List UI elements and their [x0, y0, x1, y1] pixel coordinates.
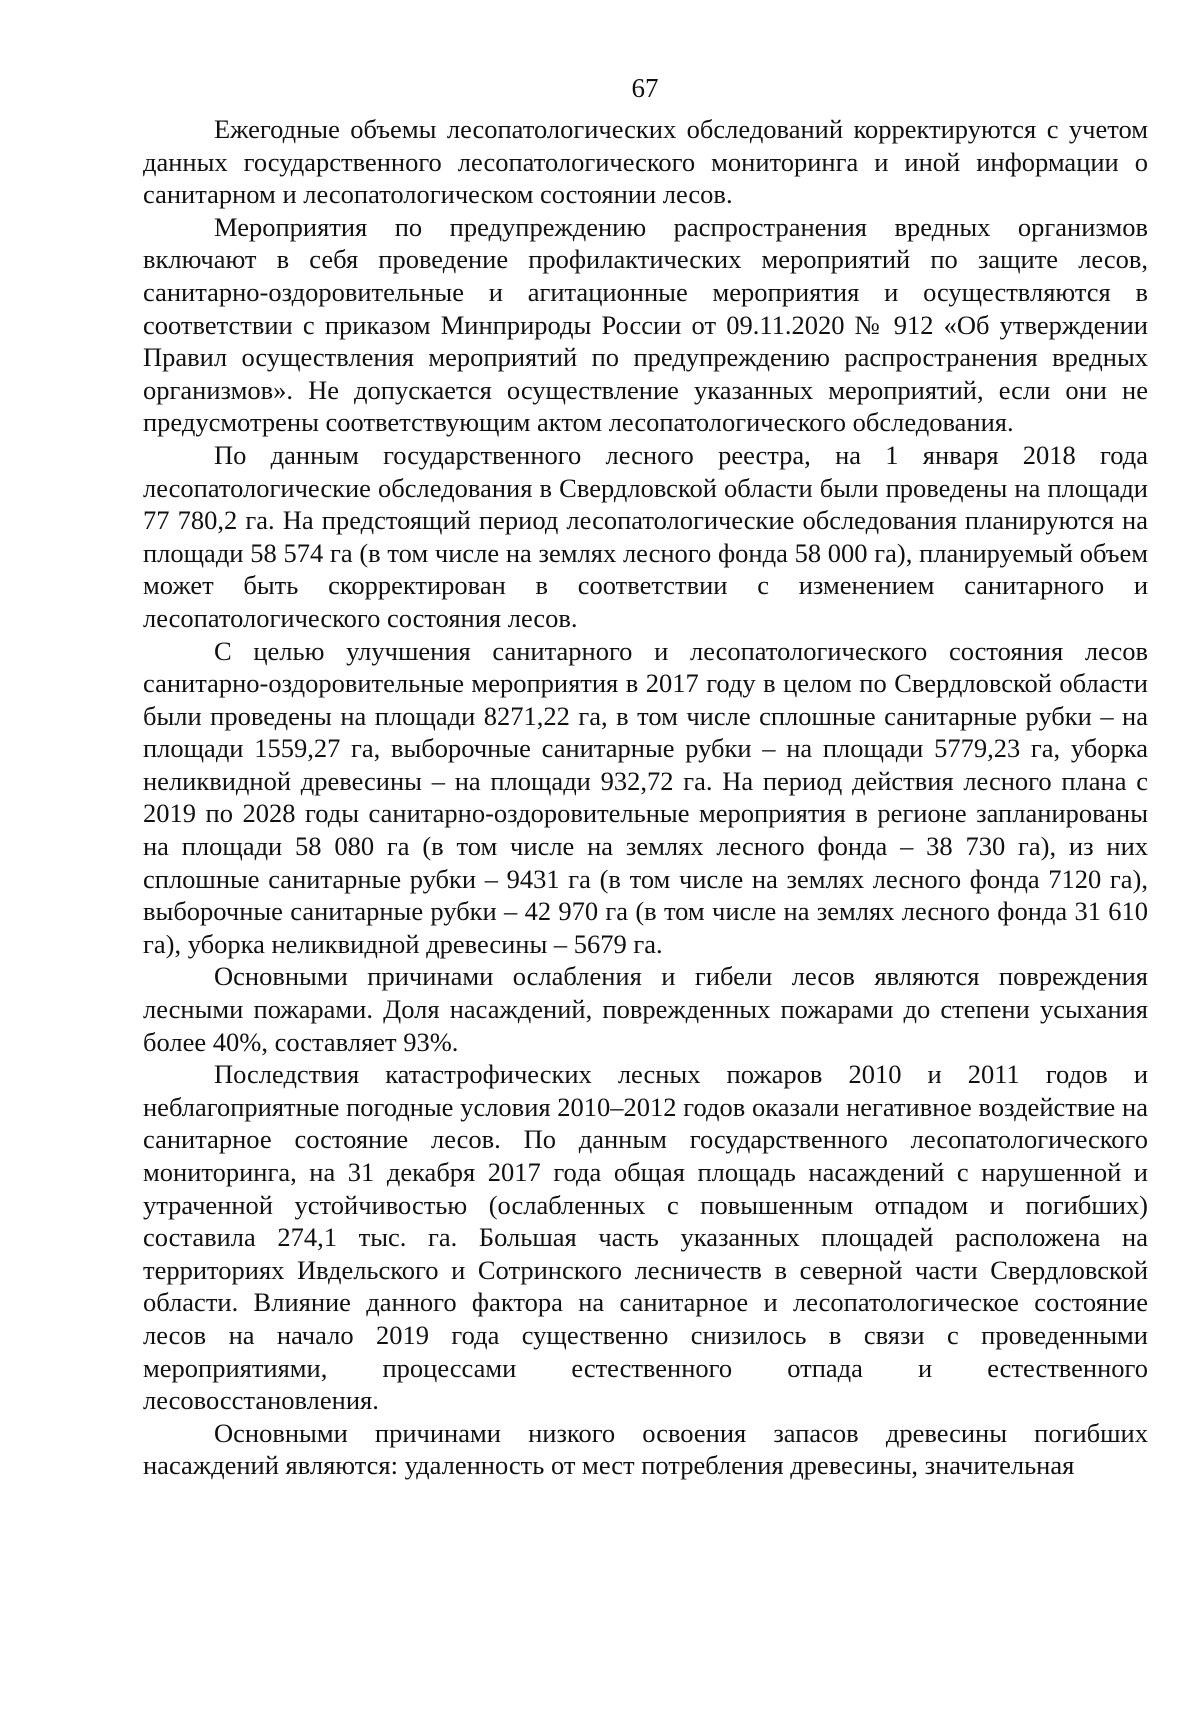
paragraph-low-utilization: Основными причинами низкого освоения запасов древесины погибших насаждений являются: удаленность от мест потребления древесины, значительная [143, 1417, 1148, 1481]
paragraph-sanitary-measures: С целью улучшения санитарного и лесопатологического состояния лесов санитарно-оздоровительные мероприятия в 2017 году в целом по Свердловской области были проведены на площади 8271,22 га, в том числе сплошные санитарные рубки – на площади 1559,27 га, выборочные санитарные рубки – на площади 5779,23 га, уборка неликвидной древесины – на площади 932,72 га. На период действия лесного плана с 2019 по 2028 годы санитарно-оздоровительные мероприятия в регионе запланированы на площади 58 080 га (в том числе на землях лесного фонда – 38 730 га), из них сплошные санитарные рубки – 9431 га (в том числе на землях лесного фонда 7120 га), выборочные санитарные рубки – 42 970 га (в том числе на землях лесного фонда 31 610 га), уборка неликвидной древесины – 5679 га. [143, 635, 1148, 959]
paragraph-forest-registry: По данным государственного лесного реестра, на 1 января 2018 года лесопатологические обследования в Свердловской области были проведены на площади 77 780,2 га. На предстоящий период лесопатологические обследования планируются на площади 58 574 га (в том числе на землях лесного фонда 58 000 га), планируемый объем может быть скорректирован в соответствии с изменением санитарного и лесопатологического состояния лесов. [143, 439, 1148, 633]
page-number: 67 [631, 73, 659, 103]
paragraph-survey-volumes: Ежегодные объемы лесопатологических обследований корректируются с учетом данных государственного лесопатологического мониторинга и иной информации о санитарном и лесопатологическом состоянии лесов. [143, 114, 1148, 210]
document-body [143, 113, 1148, 1482]
paragraph-pest-prevention: Мероприятия по предупреждению распространения вредных организмов включают в себя проведение профилактических мероприятий по защите лесов, санитарно-оздоровительные и агитационные мероприятия и осуществляются в соответствии с приказом Минприроды России от 09.11.2020 № 912 «Об утверждении Правил осуществления мероприятий по предупреждению распространения вредных организмов». Не допускается осуществление указанных мероприятий, если они не предусмотрены соответствующим актом лесопатологического обследования. [143, 211, 1148, 438]
paragraph-weakening-causes: Основными причинами ослабления и гибели лесов являются повреждения лесными пожарами. Доля насаждений, поврежденных пожарами до степени усыхания более 40%, составляет 93%. [143, 961, 1148, 1057]
paragraph-fire-consequences: Последствия катастрофических лесных пожаров 2010 и 2011 годов и неблагоприятные погодные условия 2010–2012 годов оказали негативное воздействие на санитарное состояние лесов. По данным государственного лесопатологического мониторинга, на 31 декабря 2017 года общая площадь насаждений с нарушенной и утраченной устойчивостью (ослабленных с повышенным отпадом и погибших) составила 274,1 тыс. га. Большая часть указанных площадей расположена на территориях Ивдельского и Сотринского лесничеств в северной части Свердловской области. Влияние данного фактора на санитарное и лесопатологическое состояние лесов на начало 2019 года существенно снизилось в связи с проведенными мероприятиями, процессами естественного отпада и естественного лесовосстановления. [143, 1059, 1148, 1416]
